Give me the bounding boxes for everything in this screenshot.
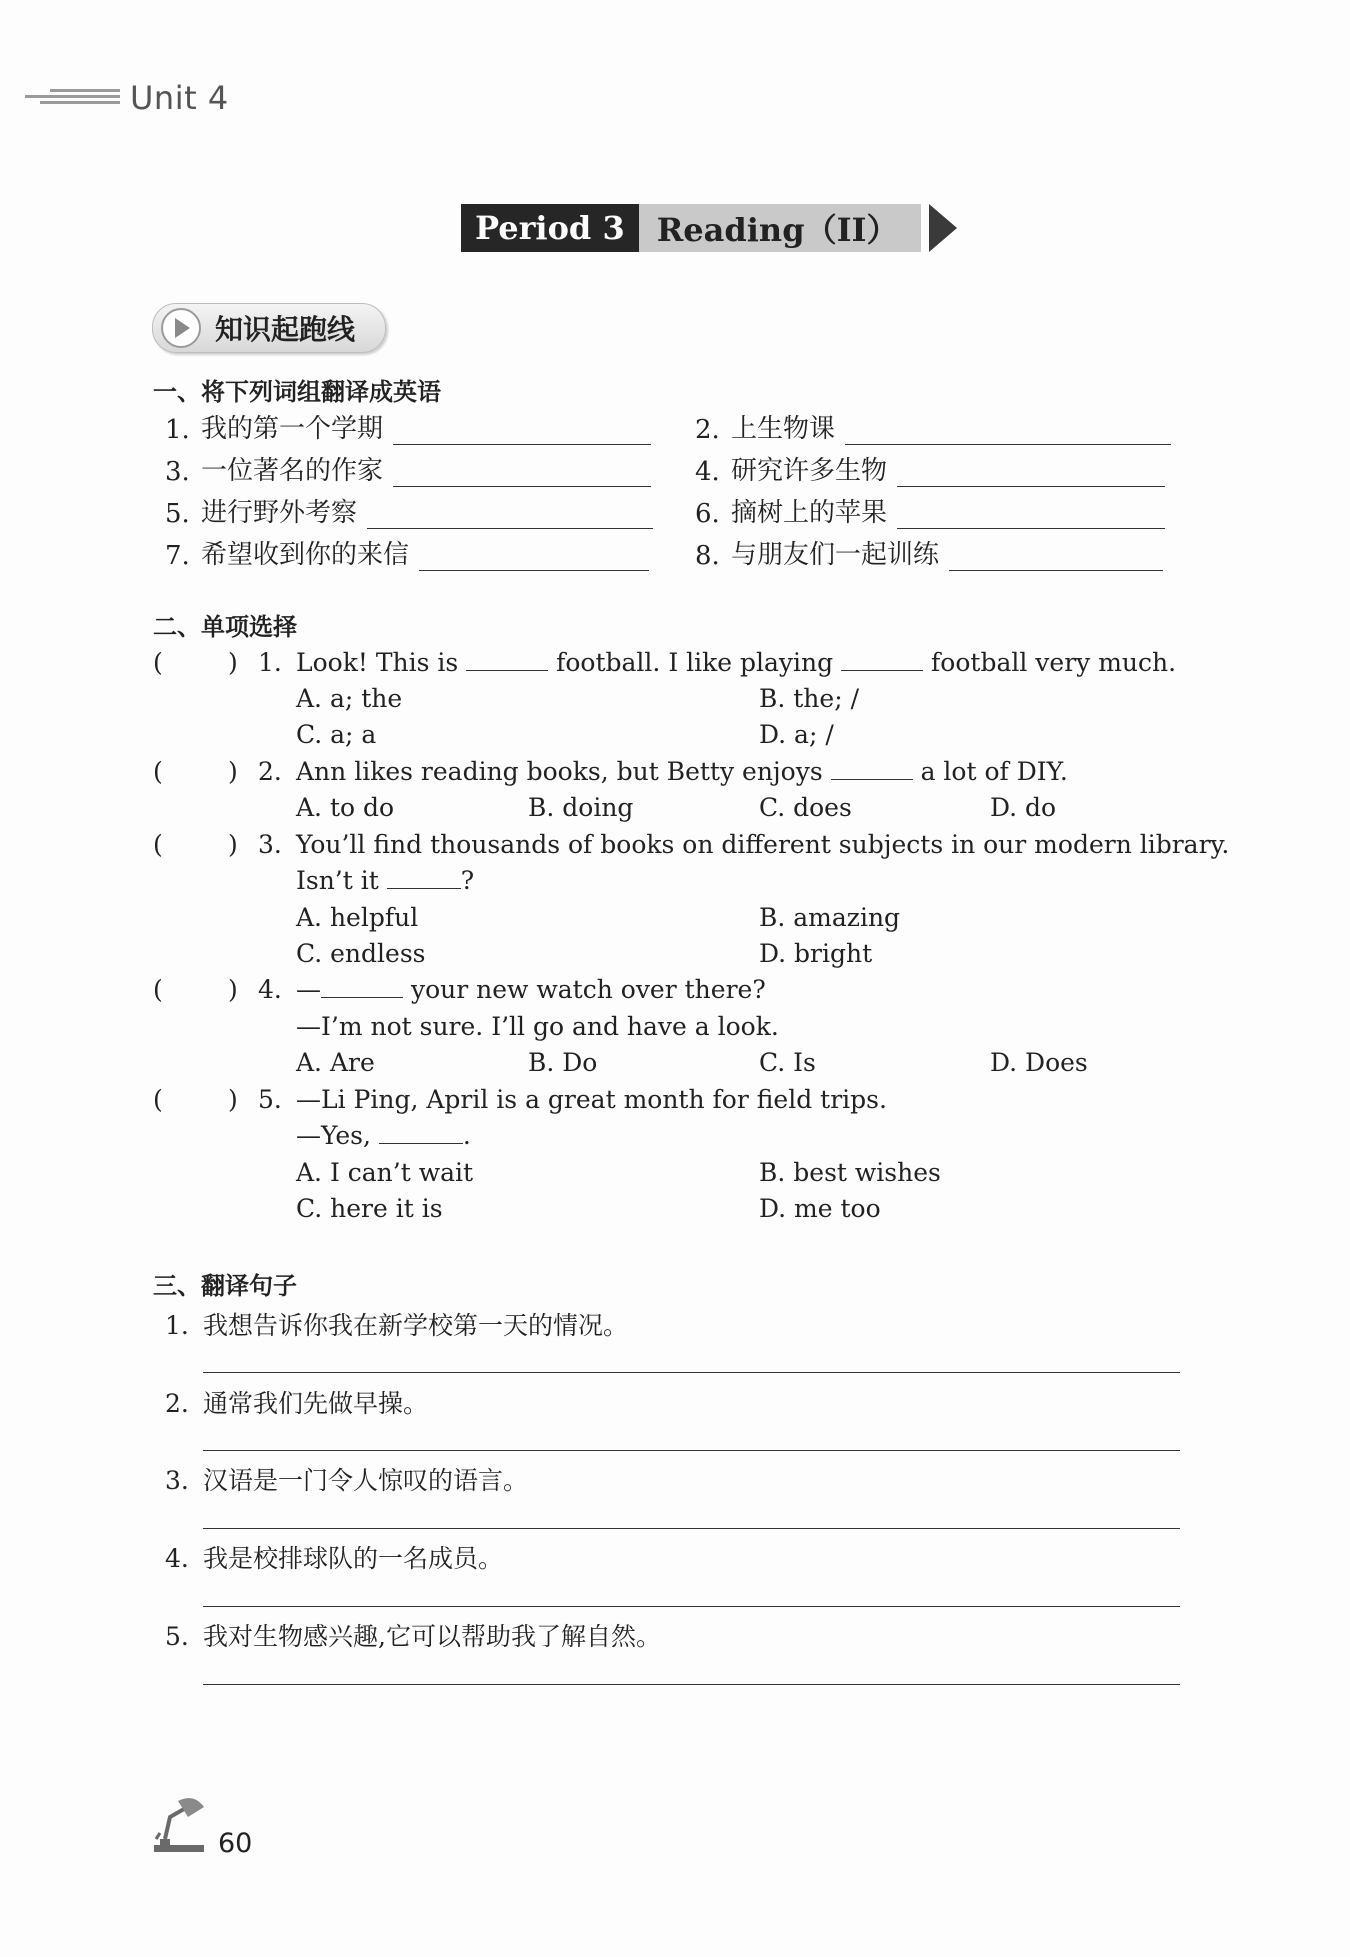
vocab-item — [165, 450, 651, 487]
item-text: 汉语是一门令人惊叹的语言。 — [203, 1466, 529, 1495]
unit-header — [20, 78, 229, 118]
answer-paren-open: ( — [153, 975, 163, 1004]
stem-text: —Yes, — [296, 1121, 379, 1150]
question-stem: —I’m not sure. I’ll go and have a look. — [296, 1012, 779, 1041]
blank[interactable] — [321, 977, 403, 998]
item-text: 进行野外考察 — [201, 498, 358, 528]
item-number: 4. — [165, 1544, 189, 1573]
item-number: 8. — [695, 541, 720, 571]
stem-text: Ann likes reading books, but Betty enjoys — [296, 757, 831, 786]
answer-paren-close: ) — [228, 757, 238, 786]
stem-text: Isn’t it — [296, 866, 387, 895]
section-badge — [152, 303, 386, 353]
stem-text: football. I like playing — [548, 648, 842, 677]
answer-line[interactable] — [419, 544, 649, 571]
translation-item — [165, 1617, 661, 1653]
answer-line[interactable] — [367, 502, 653, 529]
vocab-item — [695, 450, 1165, 487]
item-text: 我对生物感兴趣,它可以帮助我了解自然。 — [203, 1622, 661, 1651]
blank[interactable] — [831, 759, 913, 780]
answer-paren-close: ) — [228, 648, 238, 677]
stem-text: Look! This is — [296, 648, 467, 677]
answer-paren-open: ( — [153, 648, 163, 677]
translation-item — [165, 1384, 428, 1420]
speed-lines-icon — [20, 87, 120, 109]
item-number: 4. — [695, 457, 720, 487]
option-b[interactable]: B. doing — [528, 793, 634, 822]
answer-line[interactable] — [897, 502, 1165, 529]
vocab-item — [695, 408, 1171, 445]
translation-item — [165, 1461, 528, 1497]
answer-line[interactable] — [203, 1372, 1180, 1373]
item-text: 一位著名的作家 — [201, 456, 384, 486]
answer-paren-close: ) — [228, 975, 238, 1004]
period-label: Period 3 — [461, 204, 639, 252]
play-circle-icon — [161, 308, 201, 348]
answer-line[interactable] — [845, 418, 1171, 445]
period-banner — [461, 204, 957, 252]
stem-text: — — [296, 975, 321, 1004]
stem-text: a lot of DIY. — [912, 757, 1068, 786]
item-number: 3. — [165, 1466, 189, 1495]
badge-label: 知识起跑线 — [215, 313, 356, 346]
option-b[interactable]: B. amazing — [759, 903, 901, 932]
item-text: 摘树上的苹果 — [731, 498, 888, 528]
answer-paren-open: ( — [153, 1085, 163, 1114]
part1-title: 一、将下列词组翻译成英语 — [153, 378, 441, 406]
question-stem — [296, 1121, 471, 1150]
answer-paren-close: ) — [228, 830, 238, 859]
option-c[interactable]: C. Is — [759, 1048, 816, 1077]
option-a[interactable]: A. I can’t wait — [296, 1158, 474, 1187]
answer-line[interactable] — [949, 544, 1163, 571]
option-d[interactable]: D. do — [990, 793, 1057, 822]
part3-title: 三、翻译句子 — [153, 1272, 297, 1300]
option-c[interactable]: C. endless — [296, 939, 426, 968]
blank[interactable] — [841, 650, 923, 671]
vocab-item — [695, 534, 1163, 571]
option-d[interactable]: D. Does — [990, 1048, 1088, 1077]
stem-text: ? — [460, 866, 475, 895]
answer-line[interactable] — [203, 1606, 1180, 1607]
answer-paren-close: ) — [228, 1085, 238, 1114]
stem-text: football very much. — [923, 648, 1177, 677]
answer-line[interactable] — [203, 1450, 1180, 1451]
question-stem: —Li Ping, April is a great month for field trips. — [296, 1085, 887, 1114]
option-c[interactable]: C. does — [759, 793, 852, 822]
item-text: 我想告诉你我在新学校第一天的情况。 — [203, 1311, 629, 1340]
item-text: 希望收到你的来信 — [201, 540, 410, 570]
stem-text: your new watch over there? — [403, 975, 766, 1004]
unit-title: Unit 4 — [130, 79, 229, 117]
item-number: 5. — [165, 1622, 189, 1651]
answer-line[interactable] — [897, 460, 1165, 487]
option-d[interactable]: D. bright — [759, 939, 873, 968]
item-number: 2. — [695, 415, 720, 445]
item-text: 研究许多生物 — [731, 456, 888, 486]
desk-lamp-icon — [150, 1795, 208, 1855]
option-a[interactable]: A. a; the — [296, 684, 403, 713]
item-number: 6. — [695, 499, 720, 529]
translation-item — [165, 1539, 503, 1575]
translation-item — [165, 1306, 628, 1342]
vocab-item — [695, 492, 1165, 529]
option-d[interactable]: D. me too — [759, 1194, 881, 1223]
question-number: 2. — [258, 757, 282, 786]
item-number: 5. — [165, 499, 190, 529]
item-number: 3. — [165, 457, 190, 487]
option-b[interactable]: B. the; / — [759, 684, 859, 713]
answer-line[interactable] — [393, 460, 651, 487]
question-stem — [296, 866, 474, 895]
page-number: 60 — [218, 1828, 253, 1859]
question-number: 3. — [258, 830, 282, 859]
option-b[interactable]: B. best wishes — [759, 1158, 941, 1187]
question-stem — [296, 648, 1176, 677]
item-number: 1. — [165, 415, 190, 445]
question-stem: You’ll find thousands of books on different subjects in our modern library. — [296, 830, 1230, 859]
option-d[interactable]: D. a; / — [759, 720, 834, 749]
vocab-item — [165, 408, 651, 445]
lesson-title: Reading（II） — [639, 204, 921, 252]
play-arrow-icon — [929, 204, 957, 252]
vocab-item — [165, 534, 649, 571]
answer-line[interactable] — [203, 1528, 1180, 1529]
item-number: 7. — [165, 541, 190, 571]
option-c[interactable]: C. here it is — [296, 1194, 443, 1223]
answer-paren-open: ( — [153, 830, 163, 859]
option-c[interactable]: C. a; a — [296, 720, 377, 749]
answer-line[interactable] — [393, 418, 651, 445]
stem-text: . — [462, 1121, 471, 1150]
blank[interactable] — [387, 868, 461, 889]
item-text: 上生物课 — [731, 414, 836, 444]
question-stem — [296, 757, 1068, 786]
item-number: 1. — [165, 1311, 189, 1340]
question-number: 5. — [258, 1085, 282, 1114]
question-number: 4. — [258, 975, 282, 1004]
item-text: 我是校排球队的一名成员。 — [203, 1544, 504, 1573]
option-a[interactable]: A. helpful — [296, 903, 419, 932]
item-text: 与朋友们一起训练 — [731, 540, 940, 570]
option-a[interactable]: A. to do — [296, 793, 395, 822]
option-b[interactable]: B. Do — [528, 1048, 598, 1077]
answer-line[interactable] — [203, 1684, 1180, 1685]
answer-paren-open: ( — [153, 757, 163, 786]
blank[interactable] — [379, 1123, 463, 1144]
blank[interactable] — [466, 650, 548, 671]
part2-title: 二、单项选择 — [153, 613, 297, 641]
item-text: 我的第一个学期 — [201, 414, 384, 444]
question-number: 1. — [258, 648, 282, 677]
item-text: 通常我们先做早操。 — [203, 1389, 429, 1418]
item-number: 2. — [165, 1389, 189, 1418]
option-a[interactable]: A. Are — [296, 1048, 375, 1077]
question-stem — [296, 975, 766, 1004]
vocab-item — [165, 492, 653, 529]
